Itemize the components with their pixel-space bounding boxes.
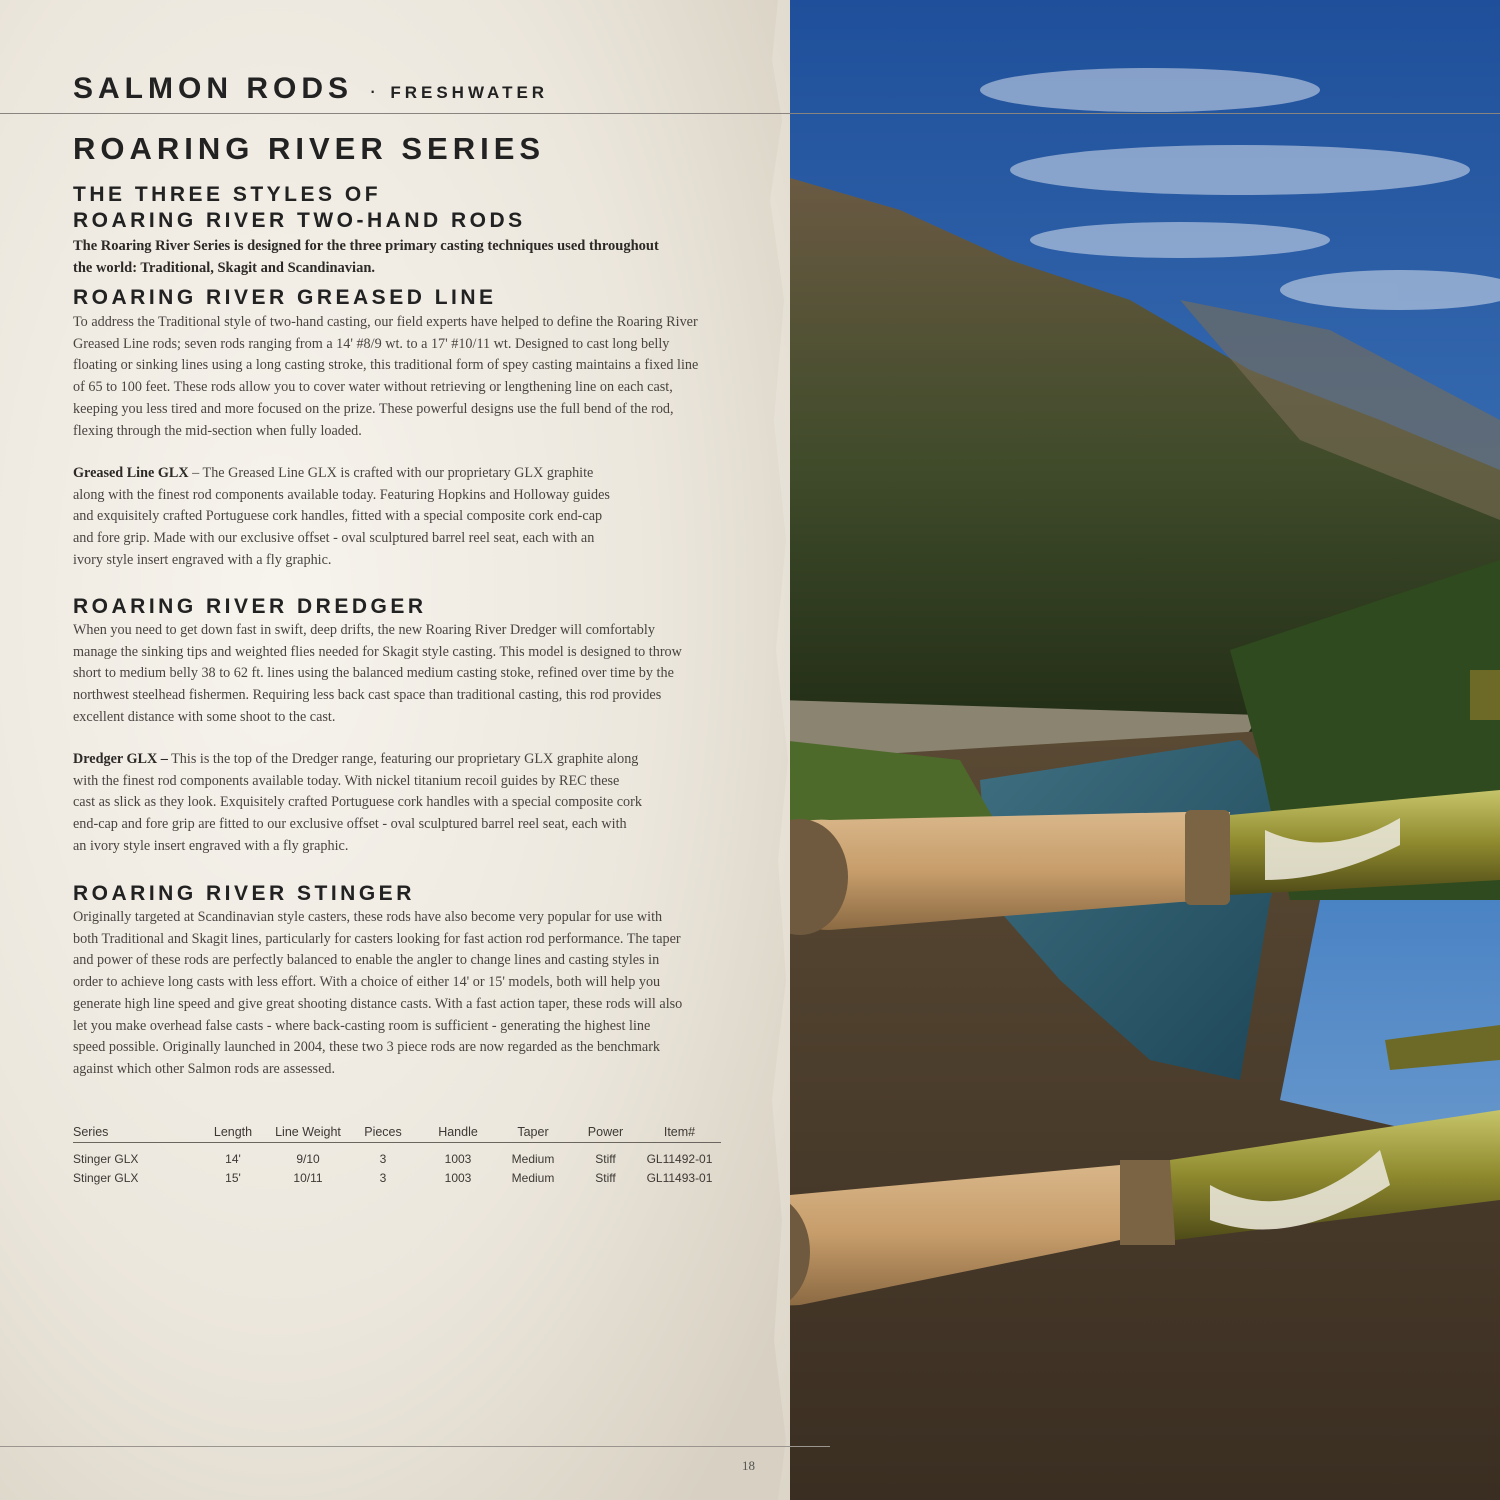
styles-heading-line1: THE THREE STYLES OF bbox=[73, 183, 382, 206]
cell-handle: 1003 bbox=[444, 1151, 472, 1166]
cell-handle: 1003 bbox=[444, 1170, 472, 1185]
greased-line-heading: ROARING RIVER GREASED LINE bbox=[73, 286, 497, 309]
col-pieces: Pieces bbox=[343, 1124, 423, 1143]
cell-item: GL11492-01 bbox=[646, 1151, 713, 1166]
styles-intro: The Roaring River Series is designed for the three primary casting techniques used throughout the world: Traditional, Skagit and Scandinavian. bbox=[73, 238, 659, 276]
dredger-glx-name: Dredger GLX – bbox=[73, 751, 168, 767]
col-item: Item# bbox=[638, 1124, 721, 1143]
col-line-weight: Line Weight bbox=[273, 1124, 343, 1143]
stinger-heading: ROARING RIVER STINGER bbox=[73, 882, 415, 905]
cell-taper: Medium bbox=[511, 1170, 555, 1185]
cell-series: Stinger GLX bbox=[73, 1170, 139, 1185]
col-power: Power bbox=[573, 1124, 638, 1143]
series-title: ROARING RIVER SERIES bbox=[73, 131, 546, 166]
cell-pieces: 3 bbox=[379, 1170, 387, 1185]
col-handle: Handle bbox=[423, 1124, 493, 1143]
cell-line-weight: 10/11 bbox=[293, 1170, 323, 1185]
cell-power: Stiff bbox=[595, 1151, 616, 1166]
dredger-body: When you need to get down fast in swift, deep drifts, the new Roaring River Dredger will comfortably manage the sinking tips and weighted flies needed for Skagit style casting. This model is designed to throw short to medium belly 38 to 62 ft. lines using the balanced medium casting stoke, refined over time by the northwest steelhead fishermen. Requiring less back cast space than traditional casting, this rod provides excellent distance with some shoot to the cast. bbox=[73, 622, 682, 725]
styles-heading-line2: ROARING RIVER TWO-HAND RODS bbox=[73, 209, 526, 232]
col-taper: Taper bbox=[493, 1124, 573, 1143]
cell-length: 15' bbox=[225, 1170, 241, 1185]
spec-table-header bbox=[73, 1124, 721, 1143]
cell-pieces: 3 bbox=[379, 1151, 387, 1166]
cell-power: Stiff bbox=[595, 1170, 616, 1185]
footer-rule bbox=[0, 1446, 830, 1447]
subsection-title: FRESHWATER bbox=[390, 83, 549, 102]
table-row bbox=[73, 1168, 721, 1187]
spec-table bbox=[73, 1124, 721, 1187]
greased-line-glx-name: Greased Line GLX bbox=[73, 465, 189, 481]
stinger-body: Originally targeted at Scandinavian style casters, these rods have also become very popular for use with both Traditional and Skagit lines, particularly for casters looking for fast action rod performance. The taper and power of these rods are perfectly balanced to enable the angler to change lines and casting styles in order to achieve long casts with less effort. With a choice of either 14' or 15' models, both will help you generate high line speed and give great shooting distance casts. With a fast action taper, these rods will also let you make overhead false casts - where back-casting room is sufficient - generating the highest line speed possible. Originally launched in 2004, these two 3 piece rods are now regarded as the benchmark against which other Salmon rods are assessed. bbox=[73, 909, 683, 1077]
styles-heading bbox=[73, 182, 526, 234]
cell-line-weight: 9/10 bbox=[296, 1151, 320, 1166]
dredger-glx-paragraph bbox=[73, 749, 643, 858]
cell-length: 14' bbox=[225, 1151, 241, 1166]
page-number: 18 bbox=[742, 1458, 755, 1473]
cell-series: Stinger GLX bbox=[73, 1151, 139, 1166]
cell-item: GL11493-01 bbox=[646, 1170, 713, 1185]
col-length: Length bbox=[193, 1124, 273, 1143]
section-title: SALMON RODS bbox=[73, 72, 353, 105]
dredger-heading: ROARING RIVER DREDGER bbox=[73, 595, 427, 618]
dredger-glx-text: This is the top of the Dredger range, featuring our proprietary GLX graphite along with the finest rod components available today. With nickel titanium recoil guides by REC these cast as slick as they look. Exquisitely crafted Portuguese cork handles with a special composite cork end-cap and fore grip are fitted to our exclusive offset - oval sculptured barrel reel seat, each with an ivory style insert engraved with a fly graphic. bbox=[73, 751, 642, 854]
greased-line-body: To address the Traditional style of two-hand casting, our field experts have helped to define the Roaring River Greased Line rods; seven rods ranging from a 14' #8/9 wt. to a 17' #10/11 wt. Designed to cast long belly floating or sinking lines using a long casting stroke, this traditional form of spey casting maintains a fixed line of 65 to 100 feet. These rods allow you to cover water without retrieving or lengthening line on each cast, keeping you less tired and more focused on the prize. These powerful designs use the full bend of the rod, flexing through the mid-section when fully loaded. bbox=[73, 314, 699, 439]
table-row bbox=[73, 1143, 721, 1169]
header-rule bbox=[0, 113, 1500, 114]
cell-taper: Medium bbox=[511, 1151, 555, 1166]
greased-line-glx-text: – The Greased Line GLX is crafted with our proprietary GLX graphite along with the finest rod components available today. Featuring Hopkins and Holloway guides and exquisitely crafted Portuguese cork handles, fitted with a special composite cork end-cap and fore grip. Made with our exclusive offset - oval sculptured barrel reel seat, each with an ivory style insert engraved with a fly graphic. bbox=[73, 465, 610, 568]
col-series: Series bbox=[73, 1124, 193, 1143]
section-header bbox=[73, 72, 548, 106]
header-separator: · bbox=[369, 78, 377, 103]
greased-line-glx-paragraph bbox=[73, 463, 621, 572]
